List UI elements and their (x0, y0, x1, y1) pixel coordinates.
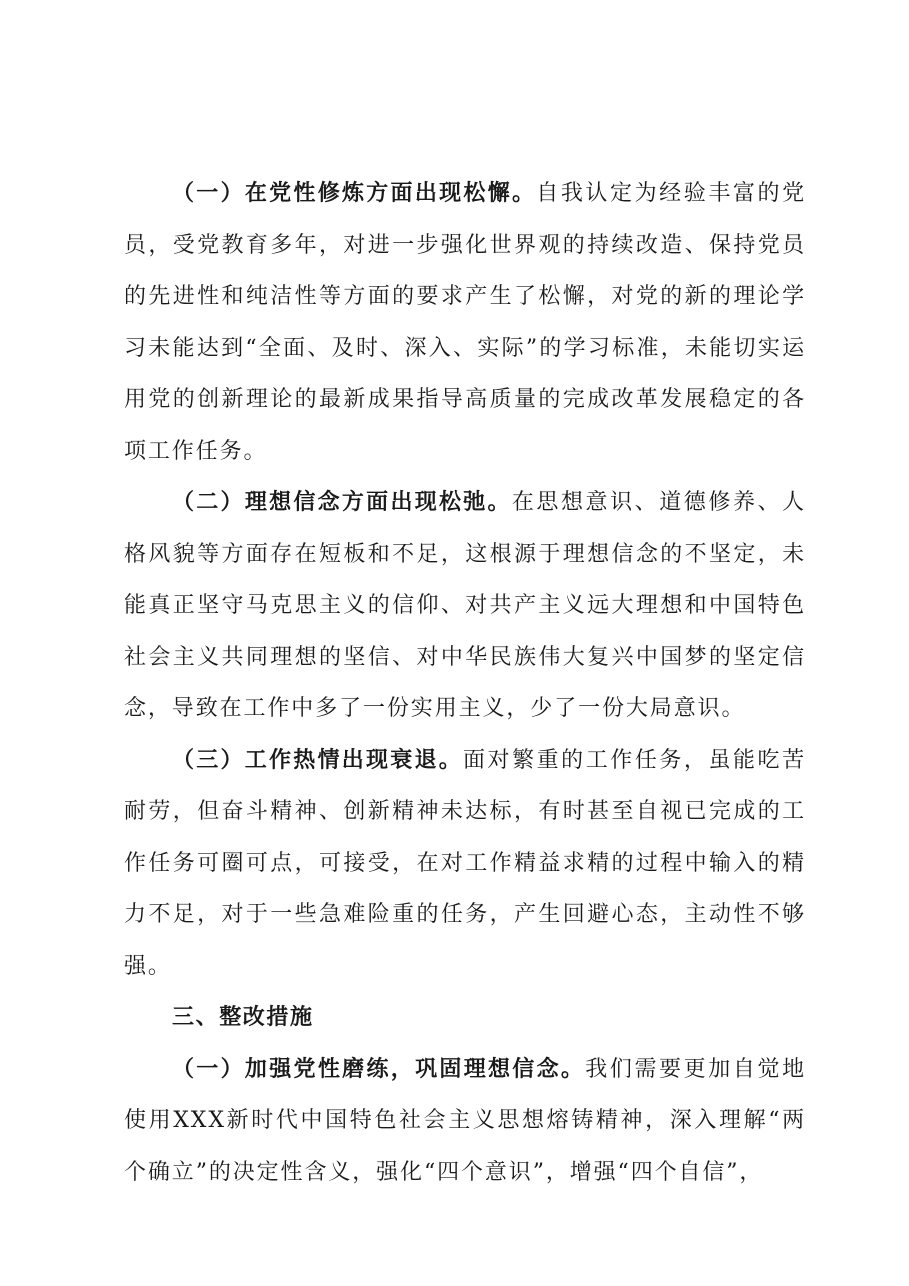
section-heading: 三、整改措施 (172, 1005, 314, 1030)
paragraph-lead: （三）工作热情出现衰退。 (172, 747, 463, 773)
paragraph-text: 面对繁重的工作任务，虽能吃苦耐劳，但奋斗精神、创新精神未达标，有时甚至自视已完成的工作任务可圈可点，可接受，在对工作精益求精的过程中输入的精力不足，对于一些急难险重的任务，产生回避心态，主动性不够强。 (124, 747, 807, 979)
paragraph-text: 自我认定为经验丰富的党员，受党教育多年，对进一步强化世界观的持续改造、保持党员的先进性和纯洁性等方面的要求产生了松懈，对党的新的理论学习未能达到“全面、及时、深入、实际”的学习标准，未能切实运用党的创新理论的最新成果指导高质量的完成改革发展稳定的各项工作任务。 (124, 181, 806, 464)
paragraph-text: 在思想意识、道德修养、人格风貌等方面存在短板和不足，这根源于理想信念的不坚定，未能真正坚守马克思主义的信仰、对共产主义远大理想和中国特色社会主义共同理想的坚信、对中华民族伟大复兴中国梦的坚定信念，导致在工作中多了一份实用主义，少了一份大局意识。 (124, 490, 806, 721)
paragraph-lead: （一）在党性修炼方面出现松懈。 (172, 181, 537, 206)
paragraph-lead: （一）加强党性磨练，巩固理想信念。 (172, 1056, 586, 1082)
paragraph-work-enthusiasm (124, 735, 806, 993)
paragraph-ideals-beliefs (124, 477, 806, 735)
document-body (124, 168, 806, 1198)
paragraph-lead: （二）理想信念方面出现松弛。 (172, 490, 512, 515)
paragraph-party-spirit (124, 168, 806, 477)
paragraph-measure-1 (124, 1044, 806, 1199)
paragraph-text: 我们需要更加自觉地使用XXX新时代中国特色社会主义思想熔铸精神，深入理解“两个确立”的决定性含义，强化“四个意识”，增强“四个自信”， (124, 1056, 806, 1185)
